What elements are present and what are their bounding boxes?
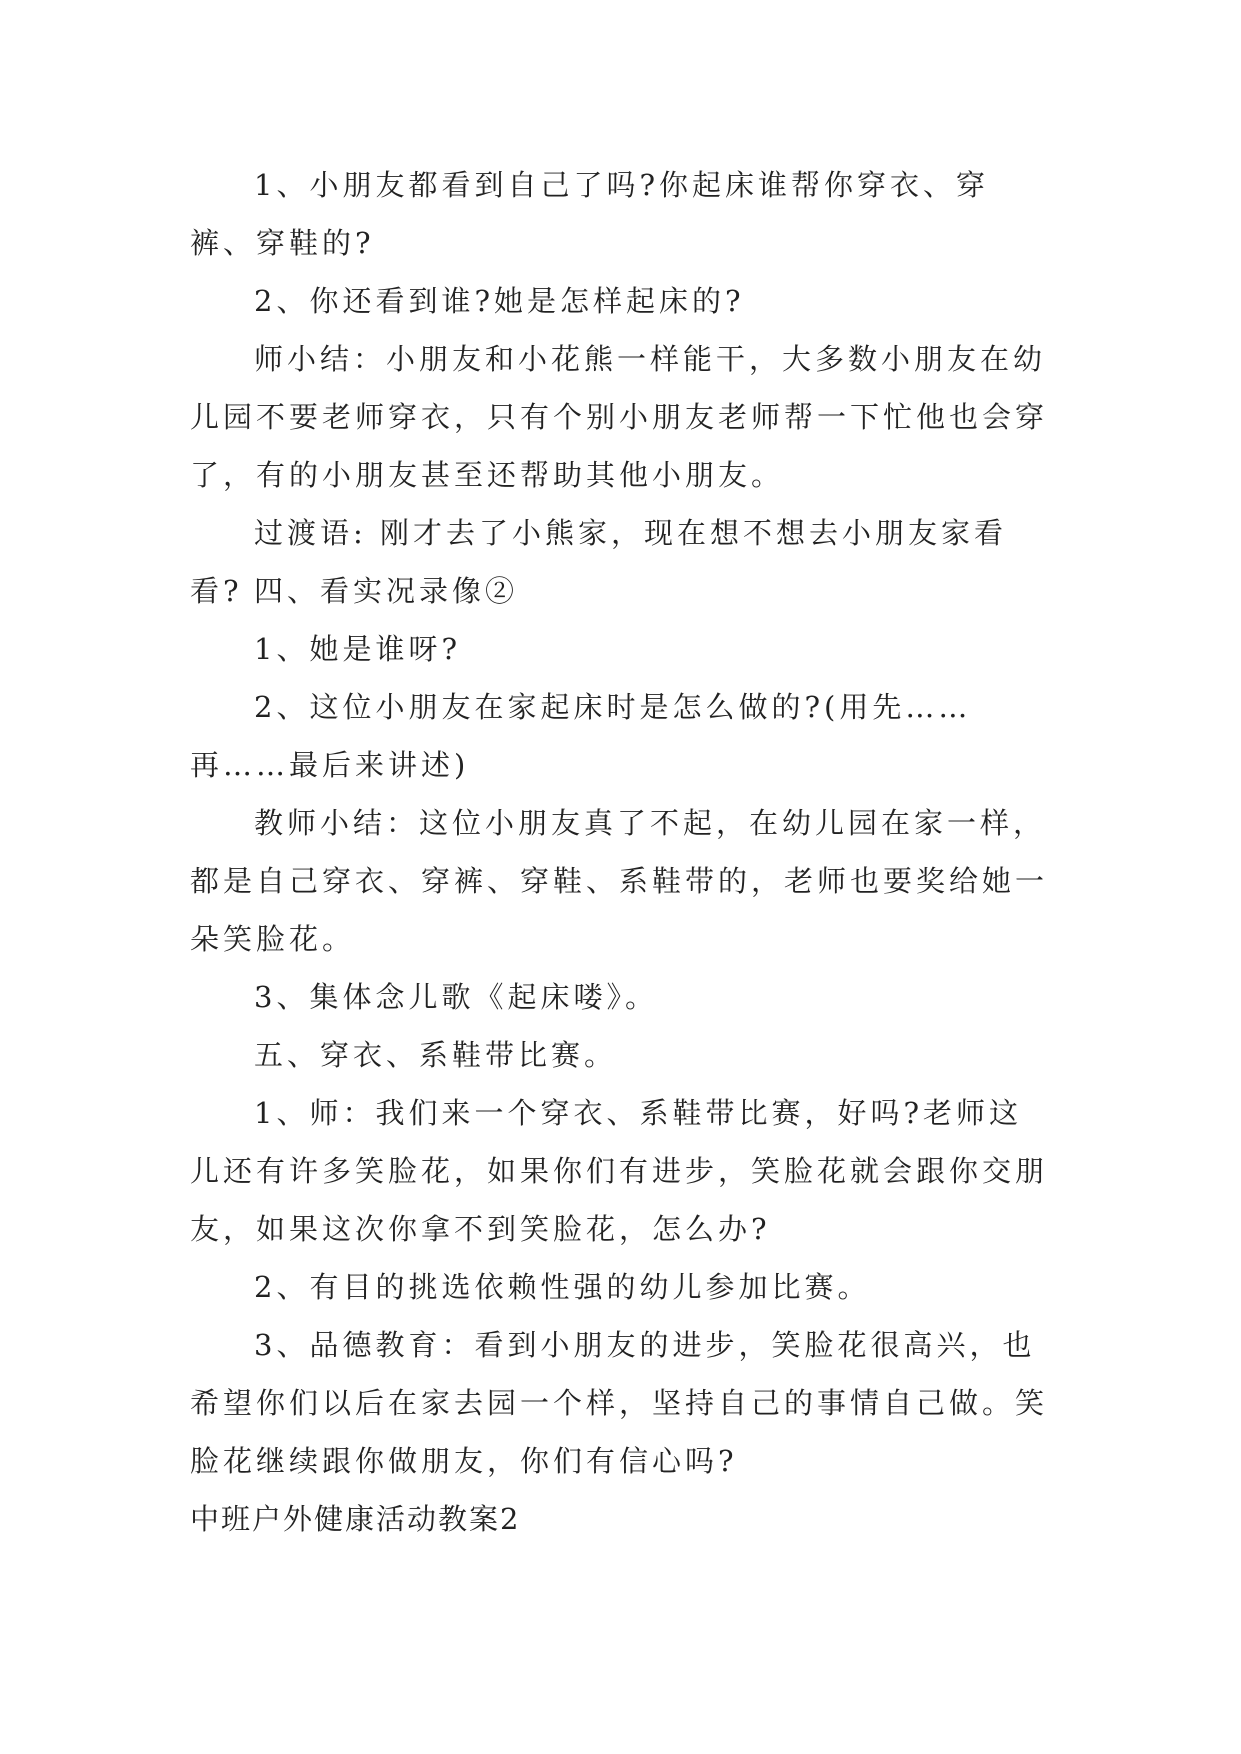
section-title: 中班户外健康活动教案2 <box>190 1502 521 1536</box>
paragraph: 2、你还看到谁?她是怎样起床的? <box>254 284 745 318</box>
paragraph: 2、有目的挑选依赖性强的幼儿参加比赛。 <box>254 1270 871 1304</box>
paragraph: 1、小朋友都看到自己了吗?你起床谁帮你穿衣、穿裤、穿鞋的? <box>190 168 989 260</box>
paragraph: 教师小结：这位小朋友真了不起，在幼儿园在家一样，都是自己穿衣、穿裤、穿鞋、系鞋带的，老师也要奖给她一朵笑脸花。 <box>190 806 1049 956</box>
paragraph: 五、穿衣、系鞋带比赛。 <box>254 1038 618 1072</box>
paragraph: 1、师：我们来一个穿衣、系鞋带比赛，好吗?老师这儿还有许多笑脸花，如果你们有进步，笑脸花就会跟你交朋友，如果这次你拿不到笑脸花，怎么办? <box>190 1096 1049 1246</box>
paragraph: 3、品德教育：看到小朋友的进步，笑脸花很高兴，也希望你们以后在家去园一个样，坚持自己的事情自己做。笑脸花继续跟你做朋友，你们有信心吗? <box>190 1328 1049 1478</box>
paragraph: 2、这位小朋友在家起床时是怎么做的?(用先……再……最后来讲述) <box>190 690 972 782</box>
paragraph: 1、她是谁呀? <box>254 632 461 666</box>
paragraph: 师小结：小朋友和小花熊一样能干，大多数小朋友在幼儿园不要老师穿衣，只有个别小朋友老师帮一下忙他也会穿了，有的小朋友甚至还帮助其他小朋友。 <box>190 342 1049 492</box>
paragraph: 过渡语: 刚才去了小熊家，现在想不想去小朋友家看看? <box>190 516 1007 608</box>
paragraph: 四、看实况录像② <box>254 574 519 608</box>
paragraph: 3、集体念儿歌《起床喽》。 <box>254 980 658 1014</box>
